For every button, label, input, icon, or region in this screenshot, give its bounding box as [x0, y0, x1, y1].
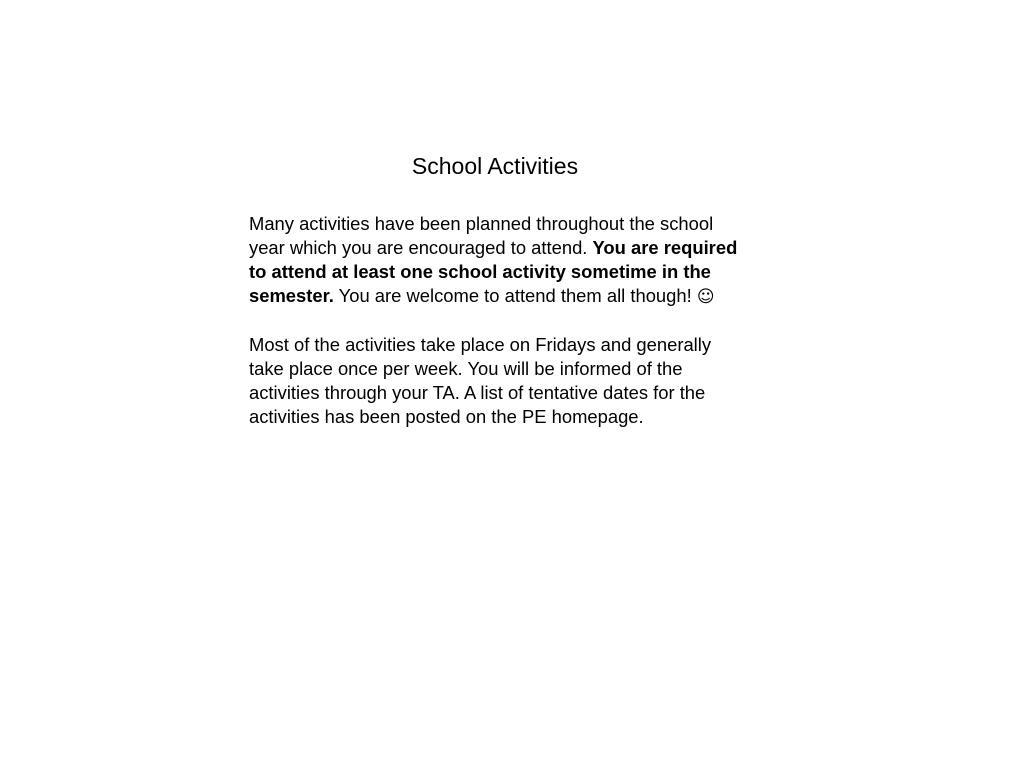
welcome-text: You are welcome to attend them all though! — [333, 285, 697, 306]
requirement-text: You are required to attend at least one school activity sometime in the semester. — [249, 237, 738, 306]
paragraph-schedule: Most of the activities take place on Fridays and generally take place once per week. You will be informed of the activities through your TA. A list of tentative dates for the activities has been posted on the PE homepage. — [249, 334, 712, 427]
paragraph-intro — [249, 212, 741, 309]
page-title: School Activities — [411, 153, 579, 179]
smiley-icon: ☺ — [696, 287, 715, 307]
slide-body — [249, 212, 741, 429]
intro-text: Many activities have been planned throughout the school year which you are encouraged to attend. — [249, 213, 714, 258]
